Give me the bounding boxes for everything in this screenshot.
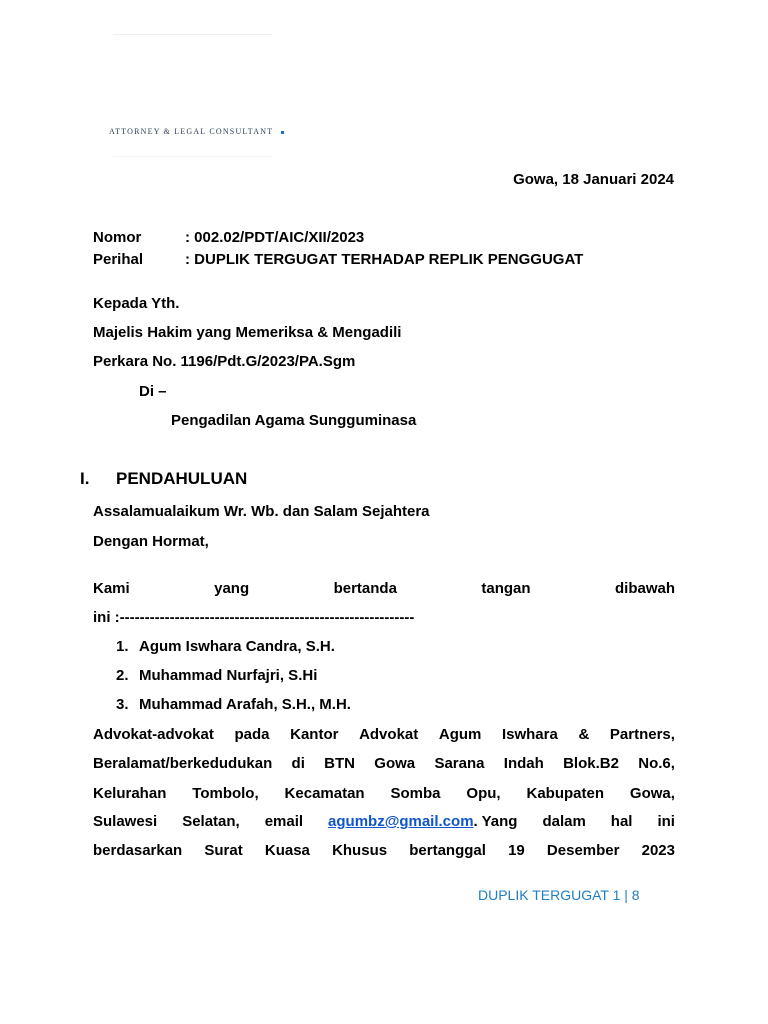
recipient-perkara: Perkara No. 1196/Pdt.G/2023/PA.Sgm bbox=[93, 353, 356, 370]
paragraph-line bbox=[93, 813, 675, 831]
list-number: 3. bbox=[116, 696, 129, 713]
word: Surat bbox=[204, 842, 243, 859]
section-number: I. bbox=[80, 469, 90, 488]
word: tangan bbox=[481, 580, 531, 597]
logo-dot bbox=[281, 131, 284, 134]
logo-tagline: ATTORNEY & LEGAL CONSULTANT bbox=[109, 127, 274, 136]
word: BTN bbox=[324, 755, 355, 772]
word: pada bbox=[234, 726, 270, 743]
page-footer: DUPLIK TERGUGAT 1 | 8 bbox=[478, 887, 640, 903]
section-title: PENDAHULUAN bbox=[116, 469, 248, 488]
word: Gowa bbox=[374, 755, 416, 772]
advocate-name: Muhammad Arafah, S.H., M.H. bbox=[139, 696, 351, 713]
section-heading bbox=[80, 469, 247, 489]
word: Partners, bbox=[609, 726, 675, 743]
word: yang bbox=[214, 580, 250, 597]
word: Somba bbox=[390, 785, 441, 802]
word: bertanda bbox=[333, 580, 397, 597]
word: bertanggal bbox=[409, 842, 486, 859]
letter-date: Gowa, 18 Januari 2024 bbox=[513, 171, 674, 188]
word: Kuasa bbox=[264, 842, 310, 859]
logo-divider bbox=[113, 34, 273, 35]
list-item bbox=[116, 638, 335, 656]
word: Advokat bbox=[359, 726, 419, 743]
nomor-label: Nomor bbox=[93, 229, 142, 246]
word: Indah bbox=[503, 755, 544, 772]
word: berdasarkan bbox=[93, 842, 183, 859]
word: Kantor bbox=[290, 726, 339, 743]
list-item bbox=[116, 696, 351, 714]
paragraph-line bbox=[93, 755, 675, 773]
word: 2023 bbox=[641, 842, 675, 859]
ini-line: ini :----------------------------------------------------------- bbox=[93, 609, 415, 626]
word: ini bbox=[657, 813, 675, 830]
firm-logo bbox=[95, 30, 275, 170]
word: di bbox=[291, 755, 305, 772]
word: Advokat-advokat bbox=[93, 726, 214, 743]
word: Iswhara bbox=[501, 726, 558, 743]
perihal-label: Perihal bbox=[93, 251, 144, 268]
paragraph-line bbox=[93, 785, 675, 803]
word: hal bbox=[610, 813, 633, 830]
nomor-value: : 002.02/PDT/AIC/XII/2023 bbox=[185, 229, 365, 246]
logo-divider-bottom bbox=[113, 156, 273, 157]
word: email bbox=[264, 813, 304, 830]
advocate-name: Muhammad Nurfajri, S.Hi bbox=[139, 667, 318, 684]
email-link[interactable]: agumbz@gmail.com bbox=[328, 813, 474, 830]
greeting-salam: Assalamualaikum Wr. Wb. dan Salam Sejahtera bbox=[93, 503, 430, 520]
recipient-court: Pengadilan Agama Sungguminasa bbox=[171, 412, 417, 429]
word: Agum bbox=[438, 726, 482, 743]
greeting-hormat: Dengan Hormat, bbox=[93, 533, 209, 550]
word: Sarana bbox=[434, 755, 485, 772]
list-number: 1. bbox=[116, 638, 129, 655]
word: Gowa, bbox=[629, 785, 675, 802]
word: Khusus bbox=[332, 842, 388, 859]
recipient-kepada: Kepada Yth. bbox=[93, 295, 180, 312]
word: dalam bbox=[542, 813, 586, 830]
advocate-name: Agum Iswhara Candra, S.H. bbox=[139, 638, 335, 655]
perihal-row bbox=[93, 251, 583, 269]
word: dibawah bbox=[614, 580, 675, 597]
nomor-row bbox=[93, 229, 364, 247]
word: Sulawesi bbox=[93, 813, 158, 830]
word: & bbox=[578, 726, 590, 743]
list-item bbox=[116, 667, 317, 685]
word: Kabupaten bbox=[526, 785, 605, 802]
perihal-value: : DUPLIK TERGUGAT TERHADAP REPLIK PENGGUGAT bbox=[185, 251, 584, 268]
word: No.6, bbox=[638, 755, 675, 772]
word: Kecamatan bbox=[284, 785, 365, 802]
paragraph-line bbox=[93, 842, 675, 860]
word: Kelurahan bbox=[93, 785, 167, 802]
list-number: 2. bbox=[116, 667, 129, 684]
recipient-di: Di – bbox=[139, 383, 167, 400]
word: Tombolo, bbox=[192, 785, 259, 802]
word: Kami bbox=[93, 580, 130, 597]
word: . Yang bbox=[473, 813, 518, 830]
word: Opu, bbox=[466, 785, 501, 802]
kami-line bbox=[93, 580, 675, 598]
word: Beralamat/berkedudukan bbox=[93, 755, 273, 772]
word: Selatan, bbox=[182, 813, 240, 830]
recipient-majelis: Majelis Hakim yang Memeriksa & Mengadili bbox=[93, 324, 402, 341]
word: Blok.B2 bbox=[563, 755, 619, 772]
paragraph-line bbox=[93, 726, 675, 744]
word: Desember bbox=[546, 842, 620, 859]
word: 19 bbox=[508, 842, 525, 859]
